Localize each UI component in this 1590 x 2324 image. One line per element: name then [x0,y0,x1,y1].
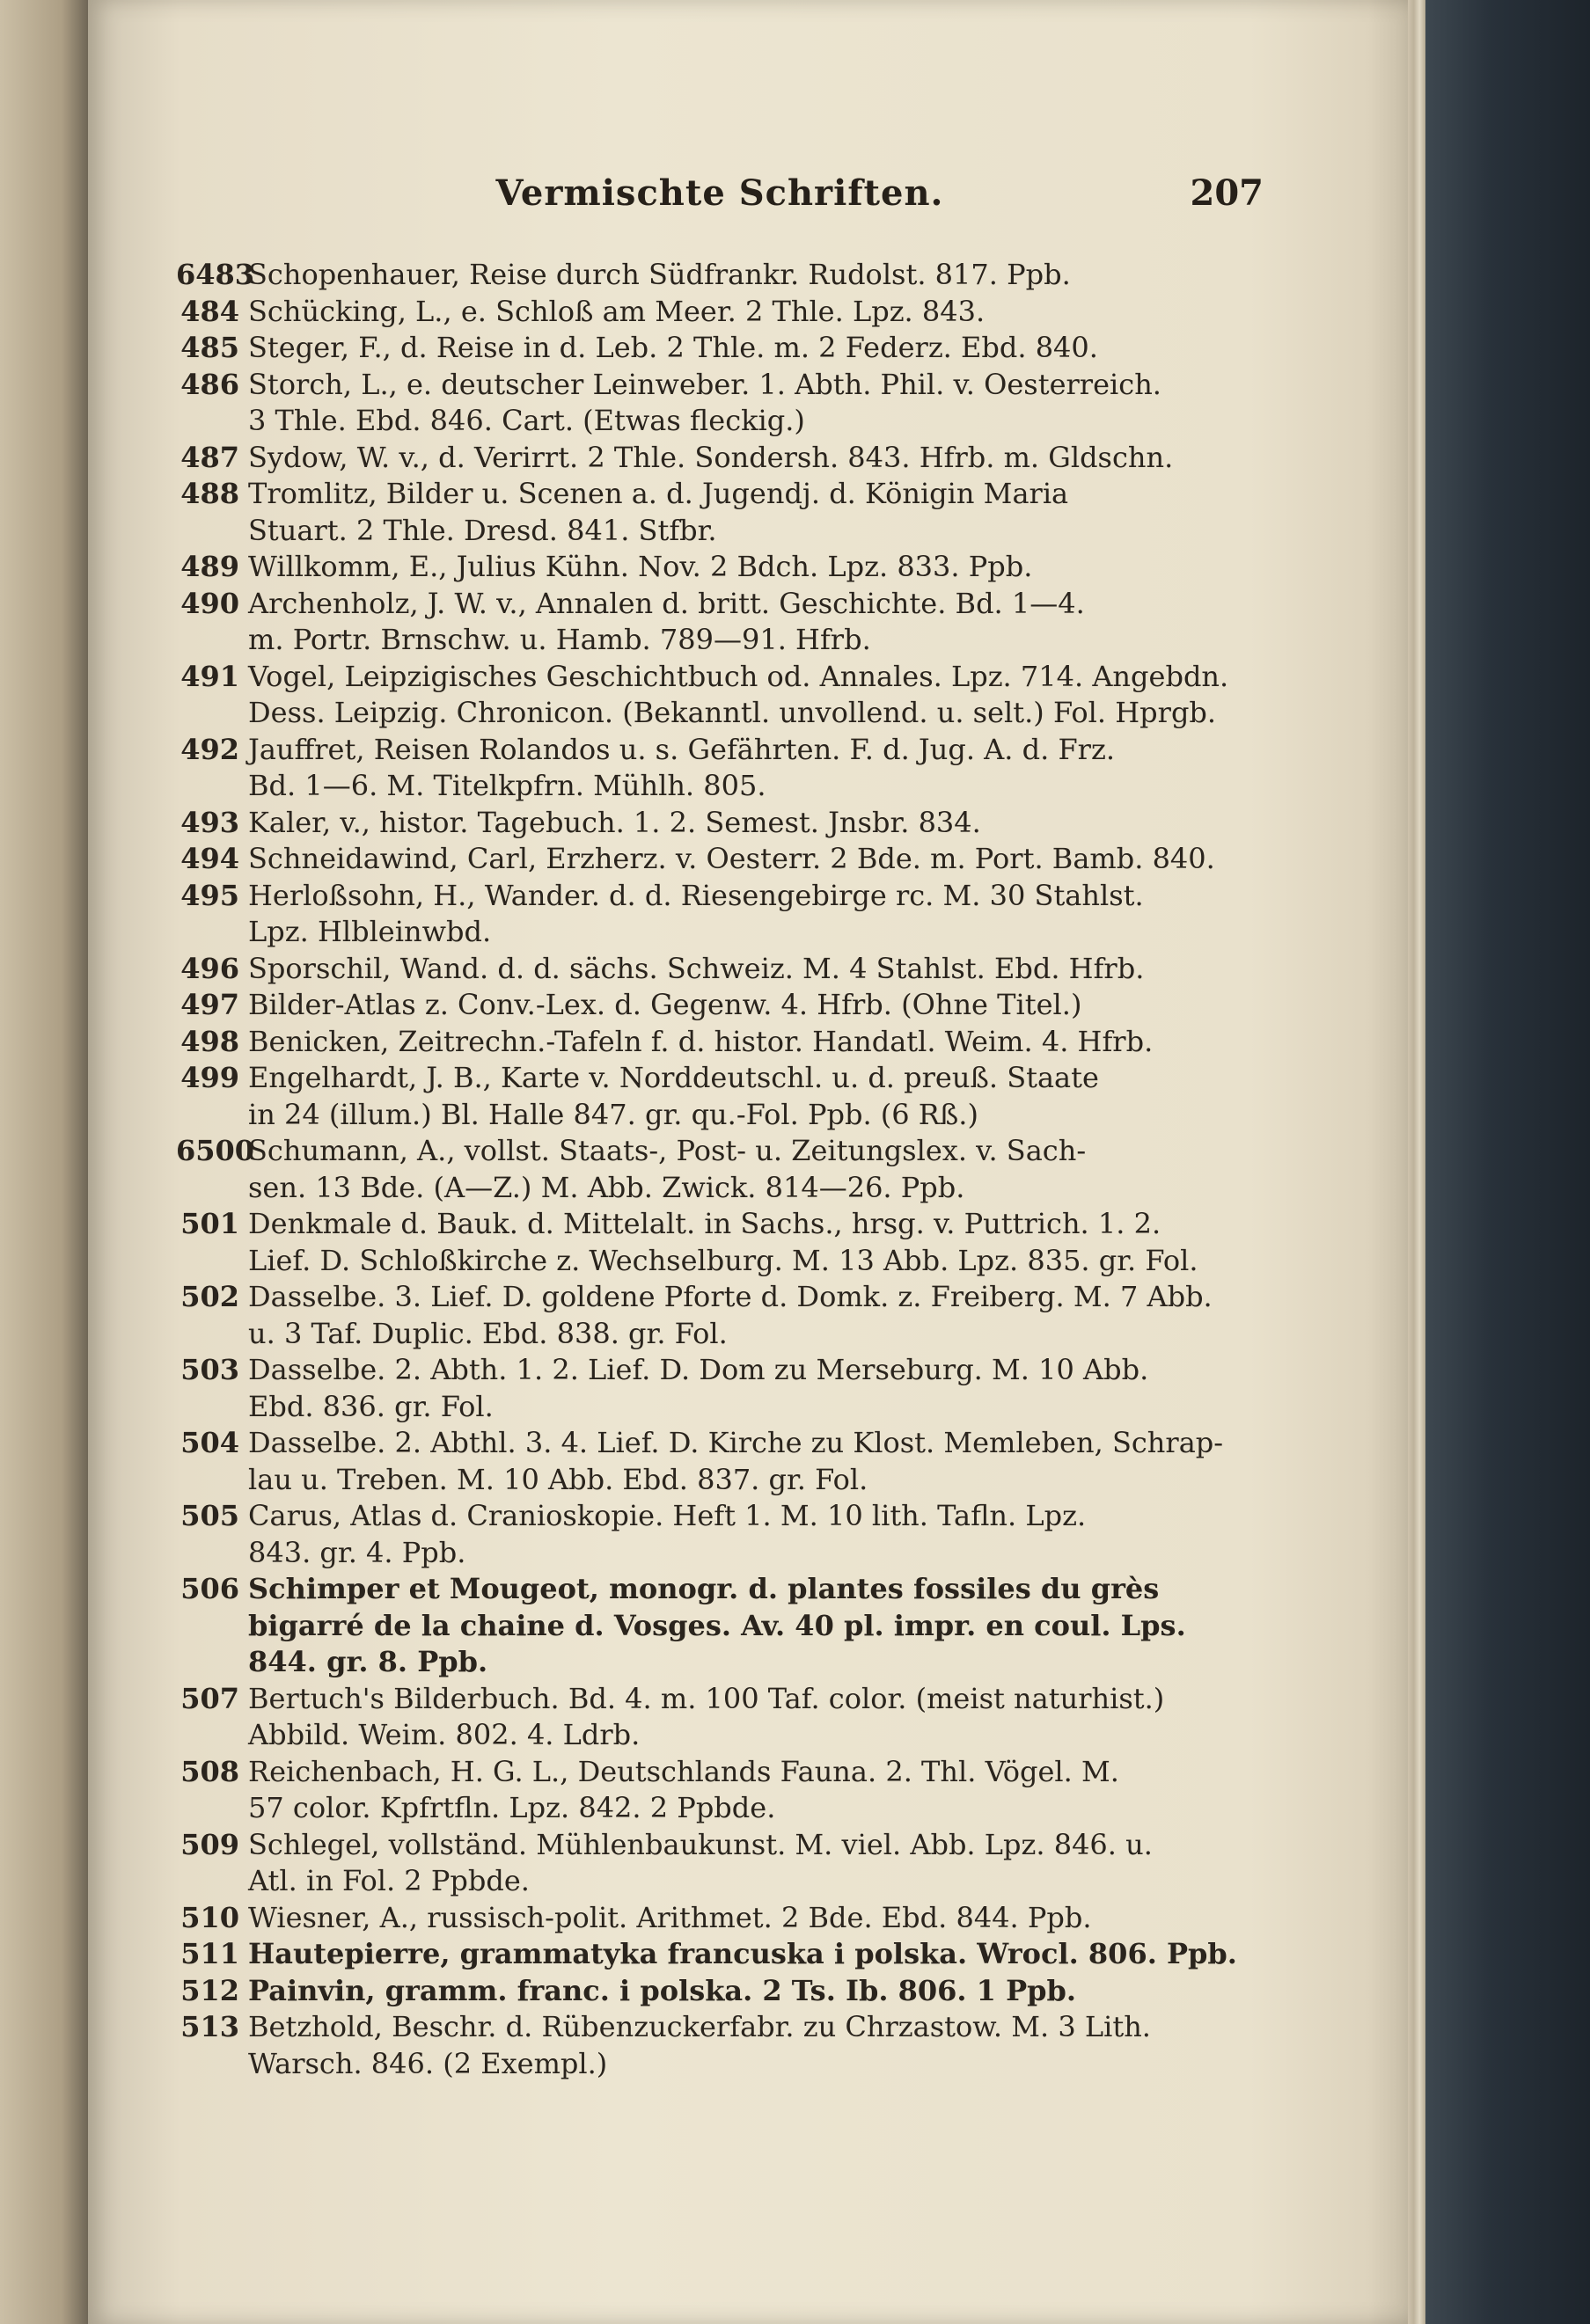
catalog-entry [176,586,1264,659]
entry-number: 487 [180,440,239,474]
entry-text: Sydow, W. v., d. Verirrt. 2 Thle. Sondersh. 843. Hfrb. m. Gldschn. [248,440,1174,474]
entry-number: 488 [180,477,239,510]
catalog-entry [176,476,1264,549]
catalog-entry [176,732,1264,805]
entry-text: Kaler, v., histor. Tagebuch. 1. 2. Semest. Jnsbr. 834. [248,805,981,839]
entry-text: Vogel, Leipzigisches Geschichtbuch od. Annales. Lpz. 714. Angebdn. Dess. Leipzig. Chronicon. (Bekanntl. unvollend. u. selt.) Fol. Hprgb. [248,659,1229,729]
entry-number: 506 [180,1572,239,1605]
entry-text: Bilder-Atlas z. Conv.-Lex. d. Gegenw. 4. Hfrb. (Ohne Titel.) [248,988,1082,1021]
entry-number: 503 [180,1353,239,1386]
entry-text: Storch, L., e. deutscher Leinweber. 1. Abth. Phil. v. Oesterreich. 3 Thle. Ebd. 846. Cart. (Etwas fleckig.) [248,367,1161,437]
catalog-entry [176,951,1264,988]
entry-number: 504 [180,1426,239,1459]
catalog-entry [176,1425,1264,1498]
catalog-entry [176,805,1264,842]
entry-text: Jauffret, Reisen Rolandos u. s. Gefährten. F. d. Jug. A. d. Frz. Bd. 1—6. M. Titelkpfrn. Mühlh. 805. [248,732,1115,802]
entry-number: 6500 [176,1134,255,1167]
entry-text: Carus, Atlas d. Cranioskopie. Heft 1. M. 10 lith. Tafln. Lpz. 843. gr. 4. Ppb. [248,1499,1087,1569]
entry-number: 485 [180,331,239,364]
entry-number: 492 [180,732,239,766]
entry-number: 505 [180,1499,239,1532]
entry-number: 489 [180,550,239,583]
catalog-entry [176,1571,1264,1681]
entry-number: 507 [180,1681,239,1715]
entry-number: 511 [180,1937,239,1970]
entry-text: Reichenbach, H. G. L., Deutschlands Fauna. 2. Thl. Vögel. M. 57 color. Kpfrtfln. Lpz. 842. 2 Ppbde. [248,1754,1119,1824]
page-edge [1408,0,1425,2324]
entry-number: 513 [180,2010,239,2043]
catalog-entry [176,878,1264,951]
entry-text: Schlegel, vollständ. Mühlenbaukunst. M. viel. Abb. Lpz. 846. u. Atl. in Fol. 2 Ppbde. [248,1827,1153,1897]
catalog-entry [176,367,1264,440]
entry-text: Tromlitz, Bilder u. Scenen a. d. Jugendj. d. Königin Maria Stuart. 2 Thle. Dresd. 841. Stfbr. [248,477,1069,547]
running-title: Vermischte Schriften. [495,172,944,214]
page-header [176,172,1264,218]
entry-number: 484 [180,294,239,328]
catalog-entry [176,294,1264,331]
entry-text: Hautepierre, grammatyka francuska i polska. Wrocl. 806. Ppb. [248,1937,1237,1970]
catalog-entry [176,2009,1264,2082]
catalog-entry [176,1754,1264,1827]
catalog-entry [176,987,1264,1024]
entry-number: 512 [180,1973,239,2007]
entry-number: 490 [180,586,239,620]
entry-text: Sporschil, Wand. d. d. sächs. Schweiz. M. 4 Stahlst. Ebd. Hfrb. [248,951,1145,985]
catalog-entry [176,1206,1264,1279]
catalog-entry [176,1024,1264,1061]
entry-text: Dasselbe. 3. Lief. D. goldene Pforte d. Domk. z. Freiberg. M. 7 Abb. u. 3 Taf. Duplic. Ebd. 838. gr. Fol. [248,1280,1213,1350]
entry-number: 498 [180,1024,239,1058]
entry-text: Engelhardt, J. B., Karte v. Norddeutschl. u. d. preuß. Staate in 24 (illum.) Bl. Halle 847. gr. qu.-Fol. Ppb. (6 Rß.) [248,1061,1099,1131]
entry-number: 494 [180,842,239,875]
entry-text: Willkomm, E., Julius Kühn. Nov. 2 Bdch. Lpz. 833. Ppb. [248,550,1033,583]
catalog-entry [176,1973,1264,2010]
entry-text: Painvin, gramm. franc. i polska. 2 Ts. Ib. 806. 1 Ppb. [248,1973,1077,2007]
catalog-entries [176,257,1264,2082]
entry-text: Dasselbe. 2. Abthl. 3. 4. Lief. D. Kirche zu Klost. Memleben, Schrap- lau u. Treben. M. 10 Abb. Ebd. 837. gr. Fol. [248,1426,1224,1496]
entry-text: Benicken, Zeitrechn.-Tafeln f. d. histor. Handatl. Weim. 4. Hfrb. [248,1024,1154,1058]
entry-text: Denkmale d. Bauk. d. Mittelalt. in Sachs., hrsg. v. Puttrich. 1. 2. Lief. D. Schloßkirche z. Wechselburg. M. 13 Abb. Lpz. 835. gr. Fol. [248,1207,1198,1277]
entry-number: 493 [180,805,239,839]
entry-number: 496 [180,951,239,985]
entry-number: 491 [180,659,239,693]
entry-number: 497 [180,988,239,1021]
catalog-entry [176,659,1264,732]
entry-number: 495 [180,878,239,912]
book-cover [1425,0,1590,2324]
catalog-entry [176,1681,1264,1754]
catalog-entry [176,1060,1264,1133]
catalog-entry [176,257,1264,294]
entry-text: Wiesner, A., russisch-polit. Arithmet. 2 Bde. Ebd. 844. Ppb. [248,1900,1092,1934]
catalog-entry [176,549,1264,586]
entry-text: Dasselbe. 2. Abth. 1. 2. Lief. D. Dom zu Merseburg. M. 10 Abb. Ebd. 836. gr. Fol. [248,1353,1149,1423]
entry-number: 501 [180,1207,239,1240]
catalog-entry [176,440,1264,477]
catalog-entry [176,1498,1264,1571]
entry-number: 486 [180,367,239,401]
catalog-entry [176,330,1264,367]
entry-text: Schopenhauer, Reise durch Südfrankr. Rudolst. 817. Ppb. [248,258,1071,291]
entry-number: 6483 [176,258,255,291]
catalog-entry [176,1827,1264,1900]
entry-number: 509 [180,1827,239,1861]
catalog-entry [176,1279,1264,1352]
entry-text: Herloßsohn, H., Wander. d. d. Riesengebirge rc. M. 30 Stahlst. Lpz. Hlbleinwbd. [248,878,1144,948]
page-number: 207 [1190,172,1264,214]
entry-text: Steger, F., d. Reise in d. Leb. 2 Thle. m. 2 Federz. Ebd. 840. [248,331,1098,364]
entry-text: Schimper et Mougeot, monogr. d. plantes fossiles du grès bigarré de la chaine d. Vosges. Av. 40 pl. impr. en coul. Lps. 844. gr. 8. Ppb. [248,1572,1186,1678]
entry-number: 510 [180,1900,239,1934]
facing-page-edge [0,0,88,2324]
entry-text: Bertuch's Bilderbuch. Bd. 4. m. 100 Taf. color. (meist naturhist.) Abbild. Weim. 802. 4. Ldrb. [248,1681,1165,1751]
catalog-entry [176,841,1264,878]
catalog-entry [176,1900,1264,1937]
entry-number: 502 [180,1280,239,1313]
entry-text: Betzhold, Beschr. d. Rübenzuckerfabr. zu Chrzastow. M. 3 Lith. Warsch. 846. (2 Exempl.) [248,2010,1151,2080]
entry-number: 508 [180,1754,239,1788]
catalog-entry [176,1936,1264,1973]
entry-text: Archenholz, J. W. v., Annalen d. britt. Geschichte. Bd. 1—4. m. Portr. Brnschw. u. Hamb. 789—91. Hfrb. [248,586,1085,656]
entry-number: 499 [180,1061,239,1094]
entry-text: Schücking, L., e. Schloß am Meer. 2 Thle. Lpz. 843. [248,294,986,328]
catalog-entry [176,1133,1264,1206]
entry-text: Schumann, A., vollst. Staats-, Post- u. Zeitungslex. v. Sach- sen. 13 Bde. (A—Z.) M. Abb. Zwick. 814—26. Ppb. [248,1134,1087,1204]
catalog-entry [176,1352,1264,1425]
entry-text: Schneidawind, Carl, Erzherz. v. Oesterr. 2 Bde. m. Port. Bamb. 840. [248,842,1215,875]
